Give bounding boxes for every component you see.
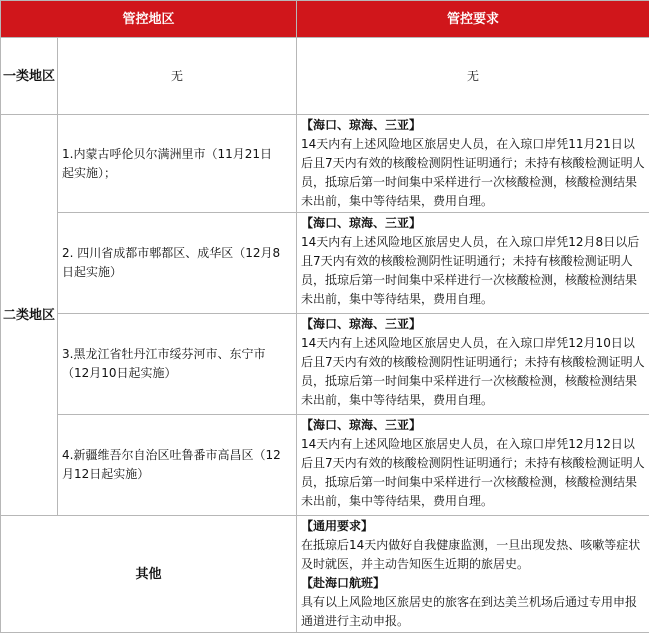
- class2-requirement-2: [297, 213, 649, 314]
- class2-requirement-4: [297, 415, 649, 516]
- class1-requirement: 无: [297, 38, 649, 115]
- class2-row-2: [1, 213, 649, 314]
- requirement-text: 14天内有上述风险地区旅居史人员，在入琼口岸凭12月10日以后且7天内有效的核酸检测阴性证明通行；未持有核酸检测证明人员，抵琼后第一时间集中采样进行一次核酸检测，核酸检测结果未出前，集中等待结果，费用自理。: [301, 334, 645, 410]
- header-control-area: 管控地区: [1, 1, 297, 38]
- requirement-title: 【海口、琼海、三亚】: [301, 214, 645, 233]
- class2-label: 二类地区: [1, 115, 58, 516]
- header-control-requirement: 管控要求: [297, 1, 649, 38]
- class1-row: [1, 38, 649, 115]
- other-requirement: [297, 516, 649, 633]
- other-label: 其他: [1, 516, 297, 633]
- other-row: [1, 516, 649, 633]
- class2-requirement-1: [297, 115, 649, 213]
- class2-area-3: 3.黑龙江省牡丹江市绥芬河市、东宁市（12月10日起实施）: [58, 314, 297, 415]
- requirement-title: 【海口、琼海、三亚】: [301, 416, 645, 435]
- class2-requirement-3: [297, 314, 649, 415]
- class1-area: 无: [58, 38, 297, 115]
- class2-row-4: [1, 415, 649, 516]
- requirement-title: 【海口、琼海、三亚】: [301, 315, 645, 334]
- class2-row-1: [1, 115, 649, 213]
- class1-label: 一类地区: [1, 38, 58, 115]
- class2-row-3: [1, 314, 649, 415]
- class2-area-4: 4.新疆维吾尔自治区吐鲁番市高昌区（12月12日起实施）: [58, 415, 297, 516]
- class2-area-2: 2. 四川省成都市郫都区、成华区（12月8日起实施）: [58, 213, 297, 314]
- requirement-text: 14天内有上述风险地区旅居史人员，在入琼口岸凭11月21日以后且7天内有效的核酸检测阴性证明通行；未持有核酸检测证明人员，抵琼后第一时间集中采样进行一次核酸检测，核酸检测结果未出前，集中等待结果，费用自理。: [301, 135, 645, 211]
- requirement-title: 【海口、琼海、三亚】: [301, 116, 645, 135]
- haikou-flight-title: 【赴海口航班】: [301, 574, 645, 593]
- requirement-text: 14天内有上述风险地区旅居史人员，在入琼口岸凭12月8日以后且7天内有效的核酸检测阴性证明通行；未持有核酸检测证明人员，抵琼后第一时间集中采样进行一次核酸检测，核酸检测结果未出前，集中等待结果，费用自理。: [301, 233, 645, 309]
- requirement-text: 14天内有上述风险地区旅居史人员，在入琼口岸凭12月12日以后且7天内有效的核酸检测阴性证明通行；未持有核酸检测证明人员，抵琼后第一时间集中采样进行一次核酸检测，核酸检测结果未出前，集中等待结果，费用自理。: [301, 435, 645, 511]
- header-row: [1, 1, 649, 38]
- class2-area-1: 1.内蒙古呼伦贝尔满洲里市（11月21日起实施）；: [58, 115, 297, 213]
- haikou-flight-text: 具有以上风险地区旅居史的旅客在到达美兰机场后通过专用申报通道进行主动申报。: [301, 593, 645, 631]
- general-requirement-text: 在抵琼后14天内做好自我健康监测，一旦出现发热、咳嗽等症状及时就医，并主动告知医生近期的旅居史。: [301, 536, 645, 574]
- general-requirement-title: 【通用要求】: [301, 517, 645, 536]
